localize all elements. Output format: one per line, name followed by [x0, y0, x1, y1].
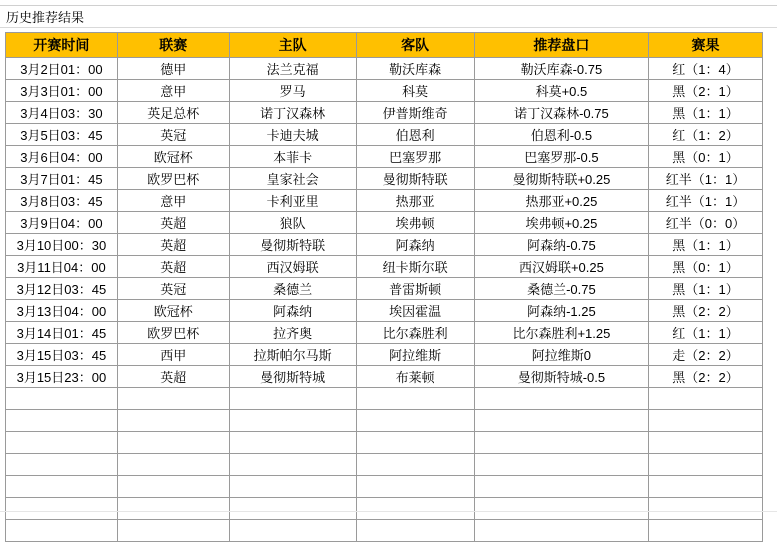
cell-pick[interactable]: 埃弗顿+0.25 — [474, 212, 648, 234]
cell-pick[interactable]: 阿森纳-1.25 — [474, 300, 648, 322]
cell-empty[interactable] — [356, 454, 474, 476]
cell-away-team[interactable]: 伊普斯维奇 — [356, 102, 474, 124]
cell-empty[interactable] — [117, 388, 229, 410]
cell-home-team[interactable]: 狼队 — [229, 212, 356, 234]
cell-league[interactable]: 英冠 — [117, 278, 229, 300]
table-row[interactable] — [6, 234, 763, 256]
column-header-home[interactable]: 主队 — [229, 33, 356, 58]
table-row[interactable] — [6, 190, 763, 212]
cell-empty[interactable] — [6, 410, 118, 432]
cell-pick[interactable]: 曼彻斯特城-0.5 — [474, 366, 648, 388]
table-row[interactable] — [6, 58, 763, 80]
cell-away-team[interactable]: 布莱顿 — [356, 366, 474, 388]
cell-empty[interactable] — [649, 410, 763, 432]
cell-empty[interactable] — [649, 432, 763, 454]
cell-empty[interactable] — [649, 388, 763, 410]
table-row[interactable] — [6, 300, 763, 322]
cell-empty[interactable] — [117, 454, 229, 476]
table-row[interactable] — [6, 322, 763, 344]
cell-empty[interactable] — [356, 432, 474, 454]
cell-home-team[interactable]: 拉齐奥 — [229, 322, 356, 344]
table-row-empty[interactable] — [6, 410, 763, 432]
cell-result[interactable]: 红（1：2） — [649, 124, 763, 146]
cell-empty[interactable] — [356, 410, 474, 432]
table-row-empty[interactable] — [6, 388, 763, 410]
cell-league[interactable]: 英超 — [117, 212, 229, 234]
cell-league[interactable]: 欧罗巴杯 — [117, 322, 229, 344]
cell-time[interactable]: 3月13日04：00 — [6, 300, 118, 322]
column-header-pick[interactable]: 推荐盘口 — [474, 33, 648, 58]
cell-away-team[interactable]: 热那亚 — [356, 190, 474, 212]
table-row[interactable] — [6, 278, 763, 300]
cell-pick[interactable]: 勒沃库森-0.75 — [474, 58, 648, 80]
cell-empty[interactable] — [356, 476, 474, 498]
cell-time[interactable]: 3月14日01：45 — [6, 322, 118, 344]
cell-result[interactable]: 黑（2：2） — [649, 366, 763, 388]
cell-empty[interactable] — [474, 432, 648, 454]
cell-empty[interactable] — [6, 432, 118, 454]
cell-home-team[interactable]: 曼彻斯特城 — [229, 366, 356, 388]
cell-time[interactable]: 3月11日04：00 — [6, 256, 118, 278]
table-row[interactable] — [6, 344, 763, 366]
cell-league[interactable]: 英足总杯 — [117, 102, 229, 124]
cell-away-team[interactable]: 普雷斯顿 — [356, 278, 474, 300]
cell-empty[interactable] — [229, 410, 356, 432]
cell-league[interactable]: 欧冠杯 — [117, 300, 229, 322]
cell-home-team[interactable]: 本菲卡 — [229, 146, 356, 168]
cell-time[interactable]: 3月4日03：30 — [6, 102, 118, 124]
cell-empty[interactable] — [6, 476, 118, 498]
cell-result[interactable]: 黑（2：1） — [649, 80, 763, 102]
cell-league[interactable]: 欧罗巴杯 — [117, 168, 229, 190]
cell-pick[interactable]: 桑德兰-0.75 — [474, 278, 648, 300]
cell-result[interactable]: 红半（1：1） — [649, 190, 763, 212]
cell-away-team[interactable]: 埃因霍温 — [356, 300, 474, 322]
cell-home-team[interactable]: 拉斯帕尔马斯 — [229, 344, 356, 366]
cell-home-team[interactable]: 卡利亚里 — [229, 190, 356, 212]
cell-time[interactable]: 3月10日00：30 — [6, 234, 118, 256]
cell-time[interactable]: 3月9日04：00 — [6, 212, 118, 234]
cell-empty[interactable] — [6, 520, 118, 542]
column-header-league[interactable]: 联赛 — [117, 33, 229, 58]
cell-league[interactable]: 英超 — [117, 234, 229, 256]
cell-time[interactable]: 3月15日03：45 — [6, 344, 118, 366]
cell-league[interactable]: 英冠 — [117, 124, 229, 146]
cell-empty[interactable] — [649, 476, 763, 498]
cell-empty[interactable] — [229, 498, 356, 520]
cell-league[interactable]: 意甲 — [117, 190, 229, 212]
cell-league[interactable]: 英超 — [117, 256, 229, 278]
cell-league[interactable]: 西甲 — [117, 344, 229, 366]
cell-empty[interactable] — [6, 454, 118, 476]
cell-home-team[interactable]: 桑德兰 — [229, 278, 356, 300]
cell-pick[interactable]: 巴塞罗那-0.5 — [474, 146, 648, 168]
cell-away-team[interactable]: 勒沃库森 — [356, 58, 474, 80]
cell-empty[interactable] — [6, 498, 118, 520]
cell-league[interactable]: 德甲 — [117, 58, 229, 80]
column-header-away[interactable]: 客队 — [356, 33, 474, 58]
cell-league[interactable]: 欧冠杯 — [117, 146, 229, 168]
table-row[interactable] — [6, 168, 763, 190]
cell-pick[interactable]: 西汉姆联+0.25 — [474, 256, 648, 278]
cell-empty[interactable] — [474, 476, 648, 498]
cell-empty[interactable] — [6, 388, 118, 410]
cell-result[interactable]: 黑（0：1） — [649, 256, 763, 278]
cell-home-team[interactable]: 曼彻斯特联 — [229, 234, 356, 256]
table-row[interactable] — [6, 102, 763, 124]
cell-pick[interactable]: 热那亚+0.25 — [474, 190, 648, 212]
cell-empty[interactable] — [229, 476, 356, 498]
cell-empty[interactable] — [649, 520, 763, 542]
cell-time[interactable]: 3月8日03：45 — [6, 190, 118, 212]
cell-empty[interactable] — [649, 498, 763, 520]
table-row[interactable] — [6, 124, 763, 146]
cell-pick[interactable]: 阿拉维斯0 — [474, 344, 648, 366]
cell-home-team[interactable]: 卡迪夫城 — [229, 124, 356, 146]
cell-empty[interactable] — [229, 520, 356, 542]
cell-empty[interactable] — [649, 454, 763, 476]
history-results-table — [5, 32, 763, 542]
cell-empty[interactable] — [474, 520, 648, 542]
table-body — [6, 58, 763, 542]
cell-empty[interactable] — [117, 476, 229, 498]
cell-result[interactable]: 黑（1：1） — [649, 234, 763, 256]
cell-empty[interactable] — [356, 498, 474, 520]
cell-pick[interactable]: 曼彻斯特联+0.25 — [474, 168, 648, 190]
cell-away-team[interactable]: 纽卡斯尔联 — [356, 256, 474, 278]
cell-result[interactable]: 红（1：4） — [649, 58, 763, 80]
cell-pick[interactable]: 伯恩利-0.5 — [474, 124, 648, 146]
cell-league[interactable]: 英超 — [117, 366, 229, 388]
cell-time[interactable]: 3月6日04：00 — [6, 146, 118, 168]
cell-pick[interactable]: 诺丁汉森林-0.75 — [474, 102, 648, 124]
table-row[interactable] — [6, 146, 763, 168]
cell-empty[interactable] — [229, 454, 356, 476]
cell-home-team[interactable]: 阿森纳 — [229, 300, 356, 322]
cell-home-team[interactable]: 诺丁汉森林 — [229, 102, 356, 124]
table-header — [6, 33, 763, 58]
cell-empty[interactable] — [474, 454, 648, 476]
cell-result[interactable]: 黑（1：1） — [649, 278, 763, 300]
cell-away-team[interactable]: 巴塞罗那 — [356, 146, 474, 168]
cell-pick[interactable]: 科莫+0.5 — [474, 80, 648, 102]
page-title: 历史推荐结果 — [6, 10, 85, 25]
cell-empty[interactable] — [117, 410, 229, 432]
cell-home-team[interactable]: 罗马 — [229, 80, 356, 102]
cell-result[interactable]: 红半（0：0） — [649, 212, 763, 234]
cell-time[interactable]: 3月7日01：45 — [6, 168, 118, 190]
cell-time[interactable]: 3月2日01：00 — [6, 58, 118, 80]
table-row-empty[interactable] — [6, 476, 763, 498]
table-row-empty[interactable] — [6, 454, 763, 476]
cell-empty[interactable] — [474, 410, 648, 432]
cell-result[interactable]: 红半（1：1） — [649, 168, 763, 190]
table-row-empty[interactable] — [6, 432, 763, 454]
cell-away-team[interactable]: 科莫 — [356, 80, 474, 102]
cell-empty[interactable] — [356, 388, 474, 410]
cell-pick[interactable]: 阿森纳-0.75 — [474, 234, 648, 256]
cell-empty[interactable] — [117, 520, 229, 542]
table-row[interactable] — [6, 256, 763, 278]
cell-result[interactable]: 黑（2：2） — [649, 300, 763, 322]
cell-result[interactable]: 红（1：1） — [649, 322, 763, 344]
cell-empty[interactable] — [229, 432, 356, 454]
table-row[interactable] — [6, 366, 763, 388]
cell-empty[interactable] — [117, 432, 229, 454]
table-row-empty[interactable] — [6, 520, 763, 542]
cell-home-team[interactable]: 法兰克福 — [229, 58, 356, 80]
cell-pick[interactable]: 比尔森胜利+1.25 — [474, 322, 648, 344]
table-row[interactable] — [6, 212, 763, 234]
cell-away-team[interactable]: 伯恩利 — [356, 124, 474, 146]
cell-time[interactable]: 3月3日01：00 — [6, 80, 118, 102]
cell-away-team[interactable]: 阿拉维斯 — [356, 344, 474, 366]
cell-result[interactable]: 黑（1：1） — [649, 102, 763, 124]
column-header-result[interactable]: 赛果 — [649, 33, 763, 58]
table-header-row — [6, 33, 763, 58]
cell-away-team[interactable]: 阿森纳 — [356, 234, 474, 256]
cell-result[interactable]: 黑（0：1） — [649, 146, 763, 168]
cell-league[interactable]: 意甲 — [117, 80, 229, 102]
column-header-time[interactable]: 开赛时间 — [6, 33, 118, 58]
cell-home-team[interactable]: 西汉姆联 — [229, 256, 356, 278]
cell-empty[interactable] — [117, 498, 229, 520]
table-row-empty[interactable] — [6, 498, 763, 520]
cell-away-team[interactable]: 埃弗顿 — [356, 212, 474, 234]
cell-empty[interactable] — [474, 498, 648, 520]
cell-empty[interactable] — [474, 388, 648, 410]
cell-away-team[interactable]: 比尔森胜利 — [356, 322, 474, 344]
cell-home-team[interactable]: 皇家社会 — [229, 168, 356, 190]
cell-time[interactable]: 3月12日03：45 — [6, 278, 118, 300]
document-title-row — [0, 6, 777, 28]
cell-empty[interactable] — [356, 520, 474, 542]
cell-result[interactable]: 走（2：2） — [649, 344, 763, 366]
cell-away-team[interactable]: 曼彻斯特联 — [356, 168, 474, 190]
cell-time[interactable]: 3月5日03：45 — [6, 124, 118, 146]
cell-empty[interactable] — [229, 388, 356, 410]
table-row[interactable] — [6, 80, 763, 102]
cell-time[interactable]: 3月15日23：00 — [6, 366, 118, 388]
